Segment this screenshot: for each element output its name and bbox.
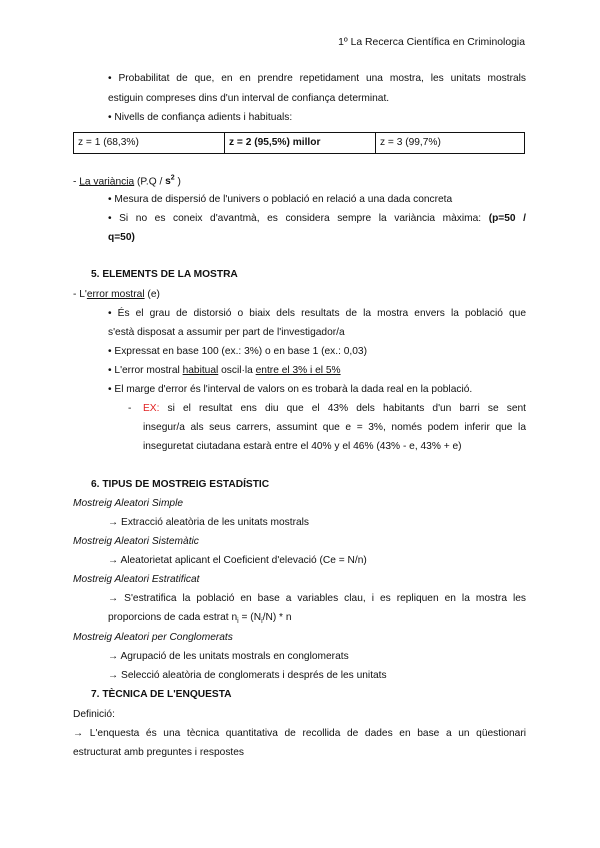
probability-line-2: estiguin compreses dins d'un interval de confiança determinat. [108,93,390,104]
error-bullet-3-a: • L'error mostral [108,365,183,376]
variance-formula-close: ) [174,176,181,188]
formula-sub-2: i [261,618,263,626]
error-bullet-3-b: habitual [182,365,219,376]
variance-bullet-2-cont [108,232,135,243]
variance-bullet-2-bold-2: q=50) [108,232,135,243]
variance-label: La variància [79,176,135,188]
error-term-tail: (e) [144,289,160,300]
variance-s: s [165,176,171,188]
error-bullet-3-c: oscil·la [218,365,256,376]
error-heading [73,289,160,300]
sampling-type-4-text: Mostreig Aleatori per Conglomerats [73,632,233,643]
error-bullet-3 [108,365,341,376]
definition-line-1: → L'enquesta és una tècnica quantitativa de recollida de dades en base a un qüestionari [73,728,526,739]
sampling-type-1-desc: → Extracció aleatòria de les unitats mostrals [108,517,310,528]
sampling-type-4-desc-1: → Agrupació de les unitats mostrals en conglomerats [108,651,349,662]
sampling-type-4-desc-2: → Selecció aleatòria de conglomerats i després de les unitats [108,670,387,681]
variance-heading [73,175,181,187]
example-line-3: inseguretat ciutadana estarà entre el 40% y el 46% (43% - e, 43% + e) [143,441,462,452]
error-dash: - L' [73,289,87,300]
error-bullet-4: • El marge d'error és l'interval de valors on es trobarà la dada real en la població. [108,384,473,395]
sampling-type-3 [73,574,199,585]
confidence-cell-3: z = 3 (99,7%) [380,137,441,148]
variance-sq: 2 [170,175,175,182]
formula-sub-1: i [237,618,239,626]
sampling-type-2 [73,536,199,547]
example-dash: - [128,403,132,414]
sampling-type-3-desc-1: → S'estratifica la població en base a variables clau, i es repliquen en la mostra les [108,593,526,604]
example-line-1 [143,403,526,414]
error-bullet-2: • Expressat en base 100 (ex.: 3%) o en base 1 (ex.: 0,03) [108,346,367,357]
confidence-cell-1: z = 1 (68,3%) [74,133,225,153]
confidence-cell-2-text: z = 2 (95,5%) millor [229,137,321,148]
confidence-cell-2 [225,133,376,153]
variance-bullet-2-bold: (p=50 / [488,213,526,224]
error-term: error mostral [86,289,145,300]
confidence-table [73,132,525,154]
sampling-type-3-text: Mostreig Aleatori Estratificat [73,574,200,585]
variance-bullet-2-text: • Si no es coneix d'avantmà, es considera sempre la variància màxima: [108,213,489,224]
sampling-type-2-desc: → Aleatorietat aplicant el Coeficient d'elevació (Ce = N/n) [108,555,367,566]
sampling-type-1 [73,498,183,509]
error-bullet-3-d: entre el 3% i el 5% [255,365,341,376]
definition-line-2: estructurat amb preguntes i respostes [73,747,245,758]
variance-dash: - [73,176,80,188]
error-bullet-1-line-2: s'està disposat a assumir per part de l'investigador/a [108,327,345,338]
example-line-2: insegur/a als seus carrers, assumint que e = 3%, només podem inferir que la [143,422,526,433]
sampling-type-2-text: Mostreig Aleatori Sistemàtic [73,536,199,547]
variance-bullet-1: • Mesura de dispersió de l'univers o població en relació a una dada concreta [108,194,453,205]
example-line-1-text: si el resultat ens diu que el 43% dels habitants d'un barri se sent [159,403,526,414]
section-5-title: 5. ELEMENTS DE LA MOSTRA [91,269,238,280]
section-6-title: 6. TIPUS DE MOSTREIG ESTADÍSTIC [91,479,270,490]
section-7-title: 7. TÈCNICA DE L'ENQUESTA [91,689,232,700]
variance-bullet-2 [108,213,526,224]
variance-formula-open: (P.Q / [134,176,166,188]
sampling-type-4 [73,632,233,643]
formula-part-a: proporcions de cada estrat n [108,612,238,623]
error-bullet-1-line-1: • És el grau de distorsió o biaix dels resultats de la mostra envers la població que [108,308,526,319]
sampling-type-3-desc-2 [108,612,292,625]
definition-label: Definició: [73,709,115,720]
probability-line-1: • Probabilitat de que, en en prendre repetidament una mostra, les unitats mostrals [108,73,526,84]
formula-part-b: = (N [238,612,262,623]
formula-part-c: /N) * n [262,612,292,623]
confidence-levels-intro: • Nivells de confiança adients i habituals: [108,112,293,123]
page-header: 1º La Recerca Científica en Criminologia [338,37,525,48]
sampling-type-1-text: Mostreig Aleatori Simple [73,498,184,509]
example-label: EX: [143,403,160,414]
